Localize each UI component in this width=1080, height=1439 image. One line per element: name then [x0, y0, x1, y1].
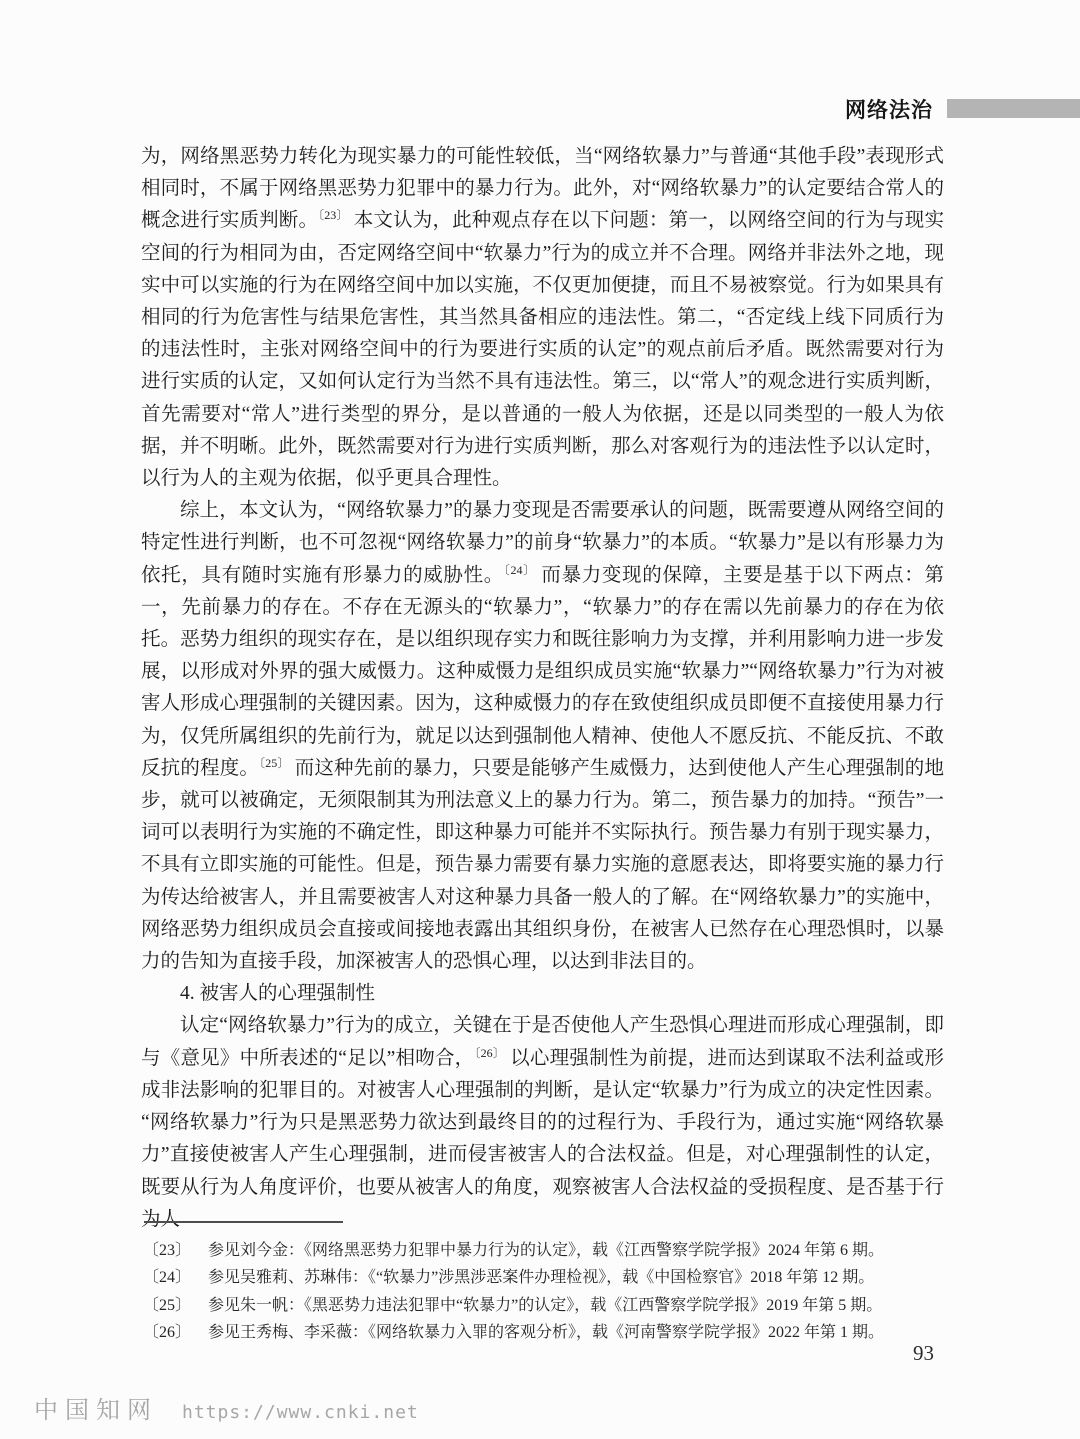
footnote-item	[143, 1237, 973, 1264]
footnote-marker: 〔24〕	[143, 1269, 192, 1287]
cnki-url-watermark: https://www.cnki.net	[182, 1402, 419, 1423]
article-body	[141, 141, 944, 1236]
section-header-label: 网络法治	[845, 99, 933, 122]
footnote-reference: 〔26〕	[474, 1045, 506, 1060]
footnote-item	[143, 1264, 973, 1291]
footnote-marker: 〔25〕	[143, 1296, 192, 1314]
footnote-reference: 〔24〕	[503, 562, 536, 577]
footnotes-list	[143, 1237, 973, 1346]
footnote-marker: 〔26〕	[143, 1323, 192, 1341]
footnote-reference: 〔25〕	[259, 755, 290, 770]
footnote-reference: 〔23〕	[318, 208, 349, 223]
footnote-text: 参见吴雅莉、苏琳伟：《“软暴力”涉黑涉恶案件办理检视》，载《中国检察官》2018 年第 12 期。	[208, 1269, 875, 1287]
footnote-marker: 〔23〕	[143, 1242, 192, 1259]
body-paragraph: 综上，本文认为，“网络软暴力”的暴力变现是否需要承认的问题，既需要遵从网络空间的特定性进行判断，也不可忽视“网络软暴力”的前身“软暴力”的本质。“软暴力”是以有形暴力为依托，具有随时实施有形暴力的威胁性。$^{〔24〕}$ 而暴力变现的保障，主要是基于以下两点：第一，先前暴力的存在。不存在无源头的“软暴力”，“软暴力”的存在需以先前暴力的存在为依托。恶势力组织的现实存在，是以组织现存实力和既往影响力为支撑，并利用影响力进一步发展，以形成对外界的强大威慑力。这种威慑力是组织成员实施“软暴力”“网络软暴力”行为对被害人形成心理强制的关键因素。因为，这种威慑力的存在致使组织成员即便不直接使用暴力行为，仅凭所属组织的先前行为，就足以达到强制他人精神、使他人不愿反抗、不能反抗、不敢反抗的程度。$^{〔25〕}$ 而这种先前的暴力，只要是能够产生威慑力，达到使他人产生心理强制的地步，就可以被确定，无须限制其为刑法意义上的暴力行为。第二，预告暴力的加持。“预告”一词可以表明行为实施的不确定性，即这种暴力可能并不实际执行。预告暴力有别于现实暴力，不具有立即实施的可能性。但是，预告暴力需要有暴力实施的意愿表达，即将要实施的暴力行为传达给被害人，并且需要被害人对这种暴力具备一般人的了解。在“网络软暴力”的实施中，网络恶势力组织成员会直接或间接地表露出其组织身份，在被害人已然存在心理恐惧时，以暴力的告知为直接手段，加深被害人的恐惧心理，以达到非法目的。	[141, 500, 944, 973]
body-paragraph: 认定“网络软暴力”行为的成立，关键在于是否使他人产生恐惧心理进而形成心理强制，即与《意见》中所表述的“足以”相吻合，$^{〔26〕}$ 以心理强制性为前提，进而达到谋取不法利益或形成非法影响的犯罪目的。对被害人心理强制的判断，是认定“软暴力”行为成立的决定性因素。“网络软暴力”行为只是黑恶势力欲达到最终目的的过程行为、手段行为，通过实施“网络软暴力”直接使被害人产生心理强制，进而侵害被害人的合法权益。但是，对心理强制性的认定，既要从行为人角度评价，也要从被害人的角度，观察被害人合法权益的受损程度、是否基于行为人	[141, 1015, 944, 1230]
page-number: 93	[913, 1341, 934, 1365]
cnki-brand-watermark: 中国知网	[34, 1398, 158, 1424]
footnote-item	[143, 1319, 973, 1346]
footnote-text: 参见王秀梅、李采薇：《网络软暴力入罪的客观分析》，载《河南警察学院学报》2022 年第 1 期。	[208, 1323, 885, 1341]
footnote-item	[143, 1292, 973, 1319]
footnote-divider	[144, 1221, 343, 1223]
section-heading: 4. 被害人的心理强制性	[180, 983, 376, 1005]
cnki-watermark	[34, 1390, 419, 1425]
body-paragraph: 为，网络黑恶势力转化为现实暴力的可能性较低，当“网络软暴力”与普通“其他手段”表现形式相同时，不属于网络黑恶势力犯罪中的暴力行为。此外，对“网络软暴力”的认定要结合常人的概念进行实质判断。$^{〔23〕}$ 本文认为，此种观点存在以下问题：第一，以网络空间的行为与现实空间的行为相同为由，否定网络空间中“软暴力”行为的成立并不合理。网络并非法外之地，现实中可以实施的行为在网络空间中加以实施，不仅更加便捷，而且不易被察觉。行为如果具有相同的行为危害性与结果危害性，其当然具备相应的违法性。第二，“否定线上线下同质行为的违法性时，主张对网络空间中的行为要进行实质的认定”的观点前后矛盾。既然需要对行为进行实质的认定，又如何认定行为当然不具有违法性。第三，以“常人”的观念进行实质判断，首先需要对“常人”进行类型的界分，是以普通的一般人为依据，还是以同类型的一般人为依据，并不明晰。此外，既然需要对行为进行实质判断，那么对客观行为的违法性予以认定时，以行为人的主观为依据，似乎更具合理性。	[141, 146, 944, 490]
footnote-text: 参见刘今金：《网络黑恶势力犯罪中暴力行为的认定》，载《江西警察学院学报》2024 年第 6 期。	[208, 1242, 885, 1259]
footnote-text: 参见朱一帆：《黑恶势力违法犯罪中“软暴力”的认定》，载《江西警察学院学报》2019 年第 5 期。	[208, 1296, 883, 1314]
section-header-bar	[947, 99, 1080, 118]
